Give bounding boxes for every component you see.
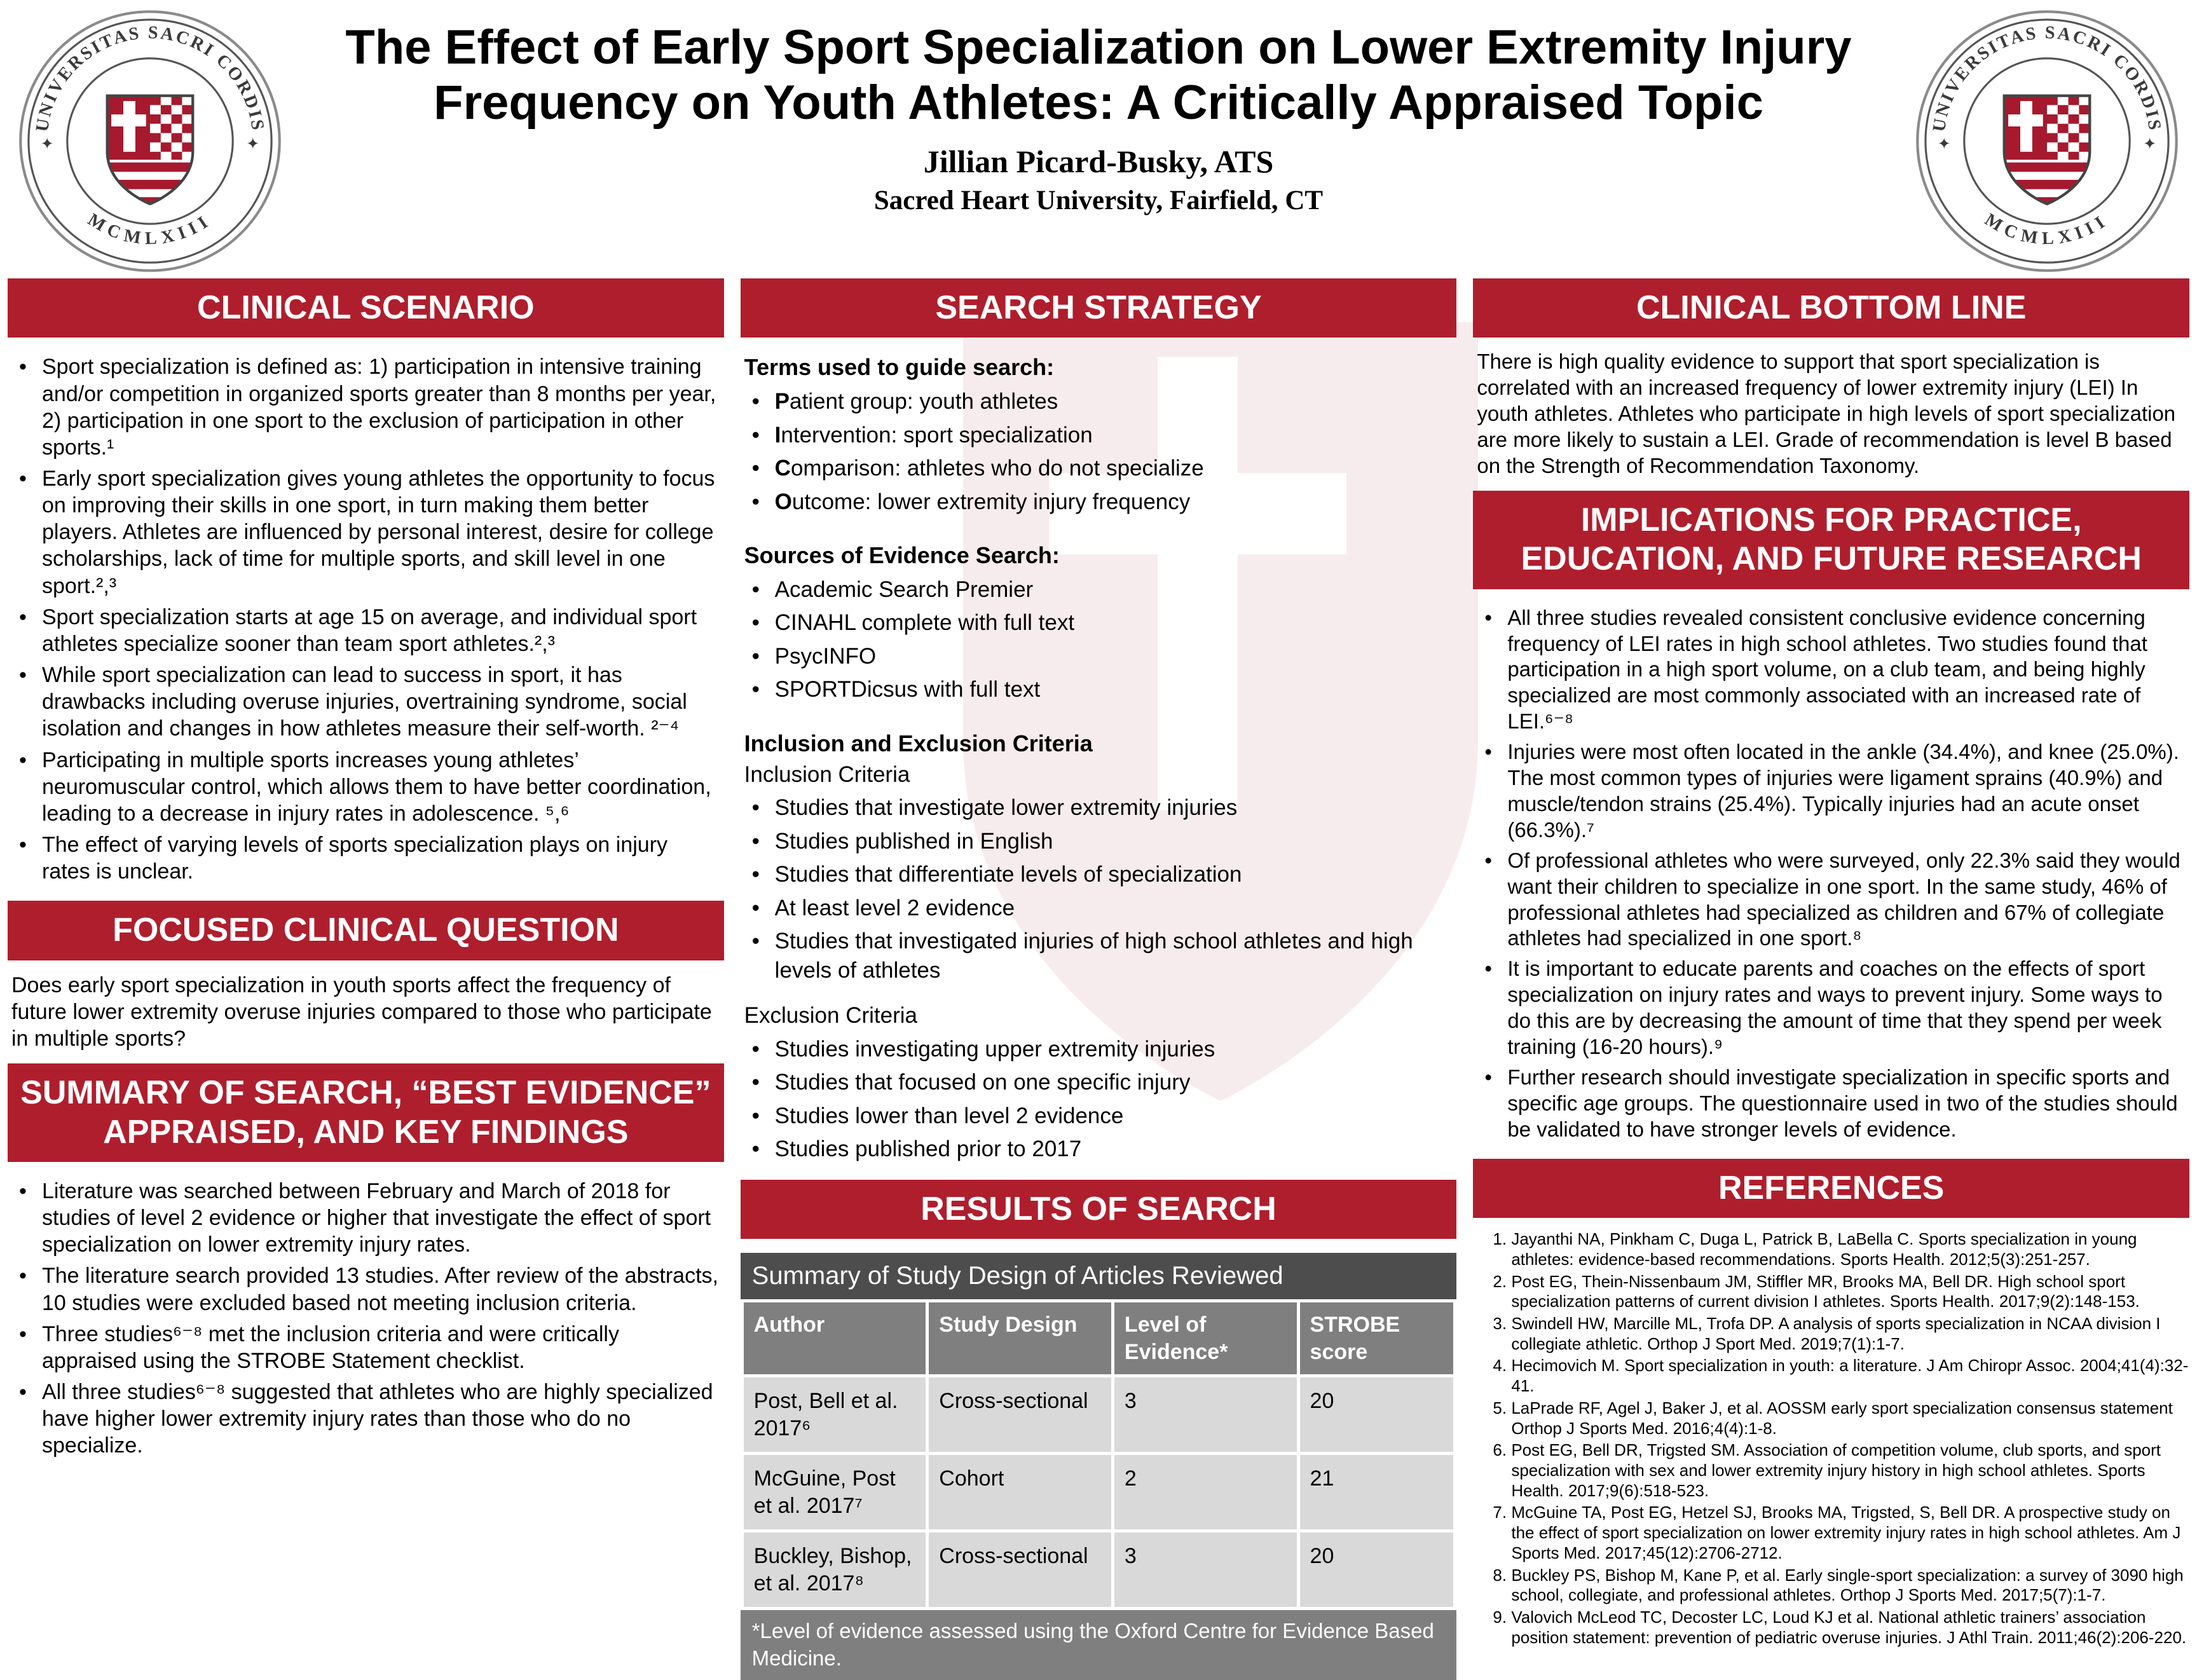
cell-level: 3 [1112, 1376, 1298, 1454]
list-item: • Studies that investigated injuries of high school athletes and high levels of athletes [744, 927, 1453, 985]
implications-list [1477, 605, 2186, 1143]
search-strategy-heading: SEARCH STRATEGY [741, 278, 1457, 338]
list-item: • While sport specialization can lead to success in sport, it has drawbacks including overuse injuries, overtraining syndrome, social isolation and changes in how athletes measure their self-worth. ²⁻⁴ [11, 662, 720, 742]
table-row [742, 1454, 1455, 1531]
reference-item: 3. Swindell HW, Marcille ML, Trofa DP. A analysis of sports specialization in NCAA division I collegiate athletic. Orthop J Sport Med. 2019;7(1):1-7. [1511, 1314, 2189, 1354]
results-block [741, 1253, 1457, 1680]
list-item: • Early sport specialization gives young athletes the opportunity to focus on improving their skills in one sport, in turn making them better players. Athletes are influenced by personal interest, desire for college scholarships, lack of time for multiple sports, and skill level in one sport.²,³ [11, 465, 720, 599]
poster-columns [0, 278, 2197, 1680]
cell-author: Buckley, Bishop, et al. 2017⁸ [742, 1531, 927, 1609]
list-item: • Participating in multiple sports increases young athletes’ neuromuscular control, which allows them to have better coordination, leading to a decrease in injury rates in adolescence. ⁵,⁶ [11, 747, 720, 827]
reference-item: 2. Post EG, Thein-Nissenbaum JM, Stiffler MR, Brooks MA, Bell DR. High school sport specialization patterns of current division I athletes. Sports Health. 2017;9(2):148-153. [1511, 1272, 2189, 1312]
bottom-line-heading: CLINICAL BOTTOM LINE [1473, 278, 2189, 338]
results-heading: RESULTS OF SEARCH [741, 1180, 1457, 1239]
implications-body [1473, 599, 2189, 1149]
reference-item: 8. Buckley PS, Bishop M, Kane P, et al. Early single-sport specialization: a survey of 3090 high school, collegiate, and professional athletes. Orthop J Sports Med. 2017;5(7):1-7. [1511, 1566, 2189, 1606]
list-item: • Studies investigating upper extremity injuries [744, 1035, 1453, 1064]
cell-author: McGuine, Post et al. 2017⁷ [742, 1454, 927, 1531]
reference-item: 5. LaPrade RF, Agel J, Baker J, et al. AOSSM early sport specialization consensus statement Orthop J Sports Med. 2016;4(4):1-8. [1511, 1398, 2189, 1438]
list-item: • All three studies⁶⁻⁸ suggested that athletes who are highly specialized have higher lower extremity injury rates than those who do no specialize. [11, 1379, 720, 1459]
cell-strobe: 20 [1298, 1376, 1455, 1454]
cell-level: 3 [1112, 1531, 1298, 1609]
list-item: • Sport specialization is defined as: 1) participation in intensive training and/or competition in organized sports greater than 8 months per year, 2) participation in one sport to the exclusion of participation in other sports.¹ [11, 353, 720, 461]
search-strategy-body [741, 348, 1457, 1169]
list-item: • All three studies revealed consistent conclusive evidence concerning frequency of LEI rates in high school athletes. Two studies found that participation in a high sport volume, on a club team, and being highly specialized are most commonly associated with an increased rate of LEI.⁶⁻⁸ [1477, 605, 2186, 735]
list-item: • Studies that focused on one specific injury [744, 1068, 1453, 1097]
table-row [742, 1376, 1455, 1454]
cell-design: Cohort [927, 1454, 1113, 1531]
middle-column [741, 278, 1457, 1680]
criteria-label: Inclusion and Exclusion Criteria [744, 730, 1093, 756]
focused-question-text: Does early sport specialization in youth sports affect the frequency of future lower extremity overuse injuries compared to those who participate in multiple sports? [11, 973, 712, 1051]
inclusion-list [744, 793, 1453, 985]
list-item: • Studies lower than level 2 evidence [744, 1102, 1453, 1131]
list-item: • Injuries were most often located in the ankle (34.4%), and knee (25.0%). The most common types of injuries were ligament sprains (40.9%) and muscle/tendon strains (25.4%). Typically injuries had an acute onset (66.3%).⁷ [1477, 739, 2186, 843]
table-header-row [742, 1301, 1455, 1376]
list-item: • SPORTDicsus with full text [744, 675, 1453, 704]
list-item: • Studies published prior to 2017 [744, 1135, 1453, 1164]
list-item: • Patient group: youth athletes [744, 387, 1453, 416]
results-table-title: Summary of Study Design of Articles Reviewed [741, 1253, 1457, 1299]
results-table [741, 1299, 1457, 1610]
cell-design: Cross-sectional [927, 1531, 1113, 1609]
reference-item: 9. Valovich McLeod TC, Decoster LC, Loud KJ et al. National athletic trainers’ association position statement: prevention of pediatric overuse injuries. J Athl Train. 2011;46(2):206-220. [1511, 1608, 2189, 1648]
references-list [1473, 1229, 2189, 1649]
column-header-strobe: STROBE score [1298, 1301, 1455, 1376]
focused-question-heading: FOCUSED CLINICAL QUESTION [8, 901, 724, 960]
list-item: • Three studies⁶⁻⁸ met the inclusion criteria and were critically appraised using the STROBE Statement checklist. [11, 1321, 720, 1374]
university-seal-left-icon [17, 8, 284, 275]
list-item: • Intervention: sport specialization [744, 421, 1453, 450]
sources-label: Sources of Evidence Search: [744, 542, 1060, 569]
list-item: • Comparison: athletes who do not specialize [744, 454, 1453, 483]
cell-design: Cross-sectional [927, 1376, 1113, 1454]
reference-item: 1. Jayanthi NA, Pinkham C, Duga L, Patrick B, LaBella C. Sports specialization in young athletes: evidence-based recommendations. Sports Health. 2012;5(3):251-257. [1511, 1229, 2189, 1269]
list-item: • Further research should investigate specialization in specific sports and specific age groups. The questionnaire used in two of the studies should be validated to have stronger levels of evidence. [1477, 1065, 2186, 1143]
inclusion-label: Inclusion Criteria [744, 761, 910, 787]
list-item: • Studies that differentiate levels of specialization [744, 860, 1453, 889]
terms-label: Terms used to guide search: [744, 354, 1055, 381]
table-row [742, 1531, 1455, 1609]
cell-author: Post, Bell et al. 2017⁶ [742, 1376, 927, 1454]
exclusion-list [744, 1035, 1453, 1164]
cell-strobe: 20 [1298, 1531, 1455, 1609]
list-item: • Studies published in English [744, 827, 1453, 856]
header-text-block [284, 8, 1913, 216]
table-footnote: *Level of evidence assessed using the Oxford Centre for Evidence Based Medicine. [741, 1610, 1457, 1680]
list-item: • PsycINFO [744, 642, 1453, 671]
list-item: • At least level 2 evidence [744, 894, 1453, 923]
implications-heading: IMPLICATIONS FOR PRACTICE, EDUCATION, AND FUTURE RESEARCH [1473, 491, 2189, 589]
poster-title: The Effect of Early Sport Specialization on Lower Extremity Injury Frequency on Youth Athletes: A Critically Appraised Topic [345, 20, 1852, 130]
university-seal-right-icon [1913, 8, 2180, 275]
list-item: • The effect of varying levels of sports specialization plays on injury rates is unclear. [11, 831, 720, 885]
list-item: • Academic Search Premier [744, 575, 1453, 604]
reference-item: 7. McGuine TA, Post EG, Hetzel SJ, Brooks MA, Trigsted, S, Bell DR. A prospective study on the effect of sport specialization on lower extremity injury rates in high school athletes. Am J Sports Med. 2017;45(12):2706-2712. [1511, 1503, 2189, 1563]
author-line: Jillian Picard-Busky, ATS [923, 144, 1274, 180]
clinical-scenario-list [11, 353, 720, 885]
list-item: • Of professional athletes who were surveyed, only 22.3% said they would want their children to specialize in one sport. In the same study, 46% of professional athletes had specialized as children and 67% of collegiate athletes had specialized in one sport.⁸ [1477, 848, 2186, 952]
cell-strobe: 21 [1298, 1454, 1455, 1531]
reference-item: 4. Hecimovich M. Sport specialization in youth: a literature. J Am Chiropr Assoc. 2004;41(4):32-41. [1511, 1356, 2189, 1396]
references-heading: REFERENCES [1473, 1159, 2189, 1218]
right-column [1473, 278, 2189, 1649]
bottom-line-text: There is high quality evidence to support that sport specialization is correlated with an increased frequency of lower extremity injury (LEI) In youth athletes. Athletes who participate in high levels of sport specialization are more likely to sustain a LEI. Grade of recommendation is level B based on the Strength of Recommendation Taxonomy. [1477, 350, 2176, 477]
sources-list [744, 575, 1453, 704]
cell-level: 2 [1112, 1454, 1298, 1531]
terms-list [744, 387, 1453, 516]
list-item: • Literature was searched between February and March of 2018 for studies of level 2 evidence or higher that investigate the effect of sport specialization on lower extremity injury rates. [11, 1178, 720, 1258]
clinical-scenario-heading: CLINICAL SCENARIO [8, 278, 724, 338]
list-item: • CINAHL complete with full text [744, 608, 1453, 638]
list-item: • Studies that investigate lower extremity injuries [744, 793, 1453, 823]
list-item: • Outcome: lower extremity injury frequency [744, 488, 1453, 517]
exclusion-label: Exclusion Criteria [744, 1003, 917, 1028]
column-header-author: Author [742, 1301, 927, 1376]
summary-search-list [11, 1178, 720, 1459]
column-header-design: Study Design [927, 1301, 1113, 1376]
list-item: • Sport specialization starts at age 15 on average, and individual sport athletes specialize sooner than team sport athletes.²,³ [11, 604, 720, 657]
left-column [8, 278, 724, 1465]
list-item: • It is important to educate parents and coaches on the effects of sport specialization on injury rates and ways to prevent injury. Some ways to do this are by decreasing the amount of time that they spend per week training (16-20 hours).⁹ [1477, 956, 2186, 1060]
reference-item: 6. Post EG, Bell DR, Trigsted SM. Association of competition volume, club sports, and sport specialization with sex and lower extremity injury history in high school athletes. Sports Health. 2017;9(6):518-523. [1511, 1440, 2189, 1501]
list-item: • The literature search provided 13 studies. After review of the abstracts, 10 studies were excluded based not meeting inclusion criteria. [11, 1262, 720, 1316]
summary-search-heading: SUMMARY OF SEARCH, “BEST EVIDENCE” APPRAISED, AND KEY FINDINGS [8, 1063, 724, 1162]
clinical-scenario-body [8, 348, 724, 891]
summary-search-body [8, 1172, 724, 1465]
column-header-level: Level of Evidence* [1112, 1301, 1298, 1376]
poster-header [0, 0, 2197, 278]
institution-line: Sacred Heart University, Fairfield, CT [873, 186, 1324, 216]
